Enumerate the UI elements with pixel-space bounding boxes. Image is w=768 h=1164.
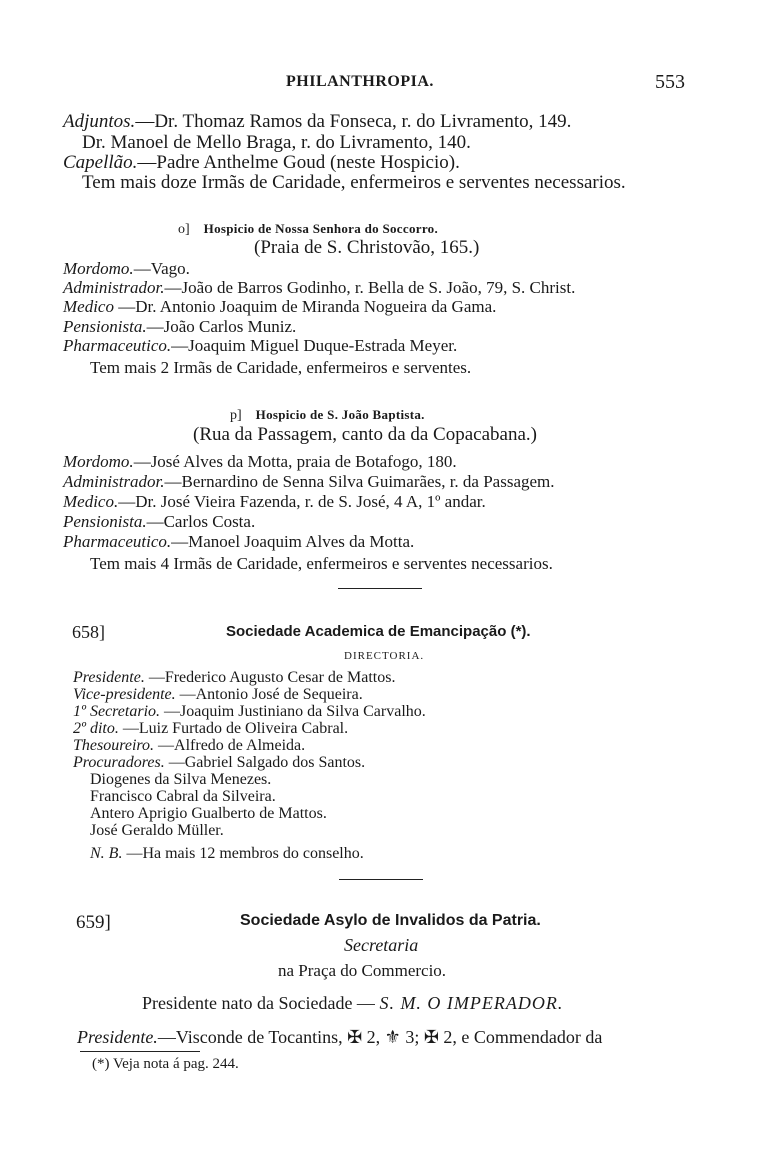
section-p-entry: Medico.—Dr. José Vieira Fazenda, r. de S. José, 4 A, 1º andar. bbox=[63, 492, 486, 511]
section-658-subtitle: DIRECTORIA. bbox=[344, 650, 425, 662]
divider bbox=[339, 879, 423, 880]
section-658-entry: Procuradores. —Gabriel Salgado dos Santos. bbox=[73, 754, 366, 771]
footnote-rule bbox=[80, 1051, 200, 1052]
section-658-note: N. B. —Ha mais 12 membros do conselho. bbox=[90, 845, 364, 862]
section-658-entry: 1º Secretario. —Joaquim Justiniano da Silva Carvalho. bbox=[73, 703, 426, 720]
section-659-honorary: Presidente nato da Sociedade — S. M. O IMPERADOR. bbox=[142, 993, 564, 1013]
page-number: 553 bbox=[655, 71, 685, 93]
line-capellao: Capellão.—Padre Anthelme Goud (neste Hospicio). bbox=[63, 152, 460, 173]
section-659-number: 659] bbox=[76, 912, 111, 933]
section-o-entry: Administrador.—João de Barros Godinho, r. Bella de S. João, 79, S. Christ. bbox=[63, 278, 576, 297]
section-p-footer: Tem mais 4 Irmãs de Caridade, enfermeiros e serventes necessarios. bbox=[90, 554, 553, 573]
line-adjunto-2: Dr. Manoel de Mello Braga, r. do Livramento, 140. bbox=[82, 132, 471, 153]
section-658-entry: 2º dito. —Luiz Furtado de Oliveira Cabral. bbox=[73, 720, 349, 737]
section-658-title: Sociedade Academica de Emancipação (*). bbox=[226, 623, 531, 640]
section-p-entry: Mordomo.—José Alves da Motta, praia de Botafogo, 180. bbox=[63, 452, 457, 471]
section-o-entry: Pharmaceutico.—Joaquim Miguel Duque-Estrada Meyer. bbox=[63, 336, 458, 355]
section-658-number: 658] bbox=[72, 622, 105, 642]
section-p-entry: Pharmaceutico.—Manoel Joaquim Alves da Motta. bbox=[63, 532, 415, 551]
section-659-location: na Praça do Commercio. bbox=[278, 961, 447, 980]
section-658-member: Antero Aprigio Gualberto de Mattos. bbox=[90, 805, 327, 822]
section-p-heading: p] Hospicio de S. João Baptista. bbox=[230, 407, 425, 423]
footnote: (*) Veja nota á pag. 244. bbox=[92, 1056, 239, 1072]
section-o-footer: Tem mais 2 Irmãs de Caridade, enfermeiros e serventes. bbox=[90, 358, 472, 377]
section-659-president: Presidente.—Visconde de Tocantins, ✠ 2, ⚜ 3; ✠ 2, e Commendador da bbox=[77, 1027, 603, 1047]
section-658-entry: Thesoureiro. —Alfredo de Almeida. bbox=[73, 737, 306, 754]
section-p-entry: Administrador.—Bernardino de Senna Silva Guimarães, r. da Passagem. bbox=[63, 472, 555, 491]
section-p-entry: Pensionista.—Carlos Costa. bbox=[63, 512, 256, 531]
section-658-member: José Geraldo Müller. bbox=[90, 822, 224, 839]
section-p-address: (Rua da Passagem, canto da da Copacabana.) bbox=[193, 424, 537, 445]
section-658-entry: Presidente. —Frederico Augusto Cesar de Mattos. bbox=[73, 669, 396, 686]
section-658-entry: Vice-presidente. —Antonio José de Sequeira. bbox=[73, 686, 363, 703]
line-adjuntos: Adjuntos.—Dr. Thomaz Ramos da Fonseca, r. do Livramento, 149. bbox=[63, 111, 572, 132]
section-658-member: Francisco Cabral da Silveira. bbox=[90, 788, 276, 805]
section-658-member: Diogenes da Silva Menezes. bbox=[90, 771, 272, 788]
section-o-entry: Mordomo.—Vago. bbox=[63, 259, 190, 278]
section-o-address: (Praia de S. Christovão, 165.) bbox=[254, 237, 480, 258]
section-o-heading: o] Hospicio de Nossa Senhora do Soccorro. bbox=[178, 221, 439, 237]
section-o-entry: Medico —Dr. Antonio Joaquim de Miranda Nogueira da Gama. bbox=[63, 297, 497, 316]
divider bbox=[338, 588, 422, 589]
running-header-title: PHILANTHROPIA. bbox=[286, 73, 434, 90]
section-659-secretaria: Secretaria bbox=[344, 935, 419, 955]
section-o-entry: Pensionista.—João Carlos Muniz. bbox=[63, 317, 297, 336]
line-tem-mais-doze: Tem mais doze Irmãs de Caridade, enfermeiros e serventes necessarios. bbox=[82, 172, 626, 193]
section-659-title: Sociedade Asylo de Invalidos da Patria. bbox=[240, 912, 541, 929]
